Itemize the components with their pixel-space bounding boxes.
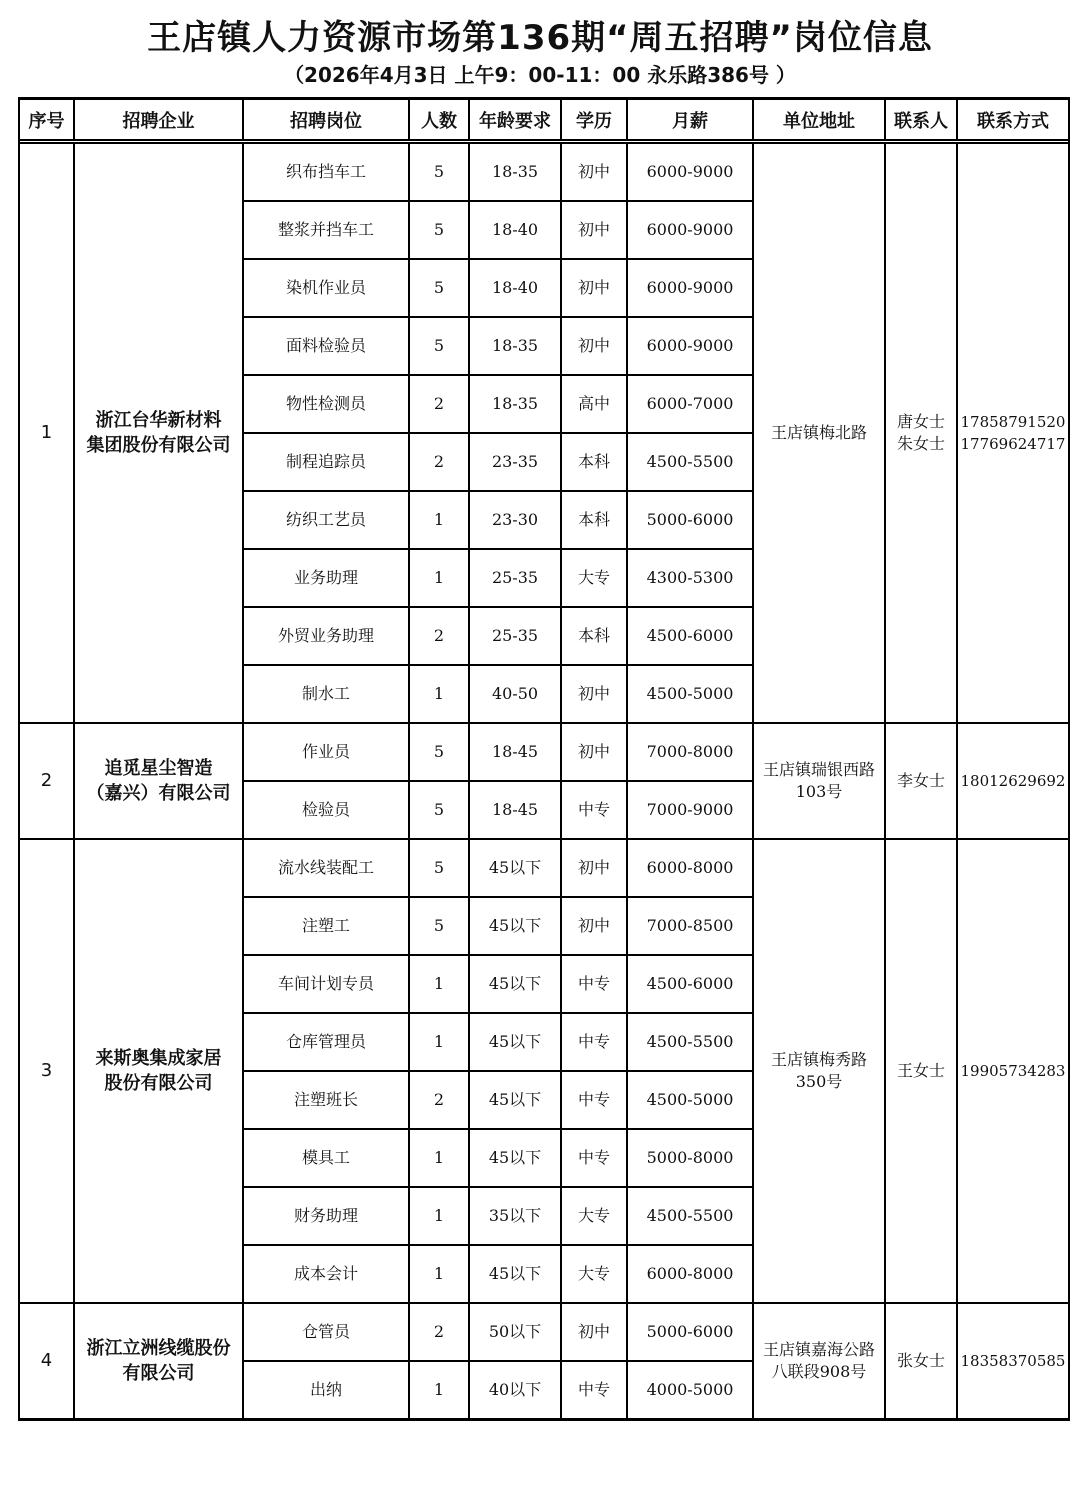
company-name-line: 追觅星尘智造	[104, 758, 213, 779]
salary-cell: 7000-8500	[627, 897, 753, 955]
salary-cell: 6000-9000	[627, 259, 753, 317]
age-cell: 18-45	[469, 781, 561, 839]
job-title-cell: 注塑工	[243, 897, 409, 955]
address-cell	[753, 143, 885, 723]
job-title-cell: 染机作业员	[243, 259, 409, 317]
age-cell: 45以下	[469, 1245, 561, 1303]
page-subtitle: （2026年4月3日 上午9：00-11：00 永乐路386号 ）	[284, 63, 796, 87]
job-title-cell: 织布挡车工	[243, 143, 409, 201]
age-cell: 45以下	[469, 1129, 561, 1187]
education-cell: 初中	[561, 317, 627, 375]
column-header: 招聘企业	[74, 99, 243, 141]
headcount-cell: 1	[409, 1187, 469, 1245]
phone-cell	[957, 143, 1069, 723]
job-title-cell: 检验员	[243, 781, 409, 839]
age-cell: 45以下	[469, 839, 561, 897]
headcount-cell: 5	[409, 723, 469, 781]
address-line: 350号	[795, 1072, 843, 1091]
education-cell: 初中	[561, 201, 627, 259]
salary-cell: 4500-5500	[627, 433, 753, 491]
salary-cell: 6000-9000	[627, 143, 753, 201]
column-header: 联系人	[885, 99, 957, 141]
headcount-cell: 5	[409, 781, 469, 839]
headcount-cell: 5	[409, 201, 469, 259]
job-title-cell: 出纳	[243, 1361, 409, 1420]
job-title-cell: 注塑班长	[243, 1071, 409, 1129]
column-header: 年龄要求	[469, 99, 561, 141]
job-title-cell: 仓管员	[243, 1303, 409, 1361]
address-cell	[753, 723, 885, 839]
education-cell: 大专	[561, 549, 627, 607]
company-name-line: 浙江立洲线缆股份	[86, 1338, 231, 1359]
headcount-cell: 1	[409, 1013, 469, 1071]
age-cell: 45以下	[469, 1071, 561, 1129]
company-cell	[74, 723, 243, 839]
contact-cell	[885, 839, 957, 1303]
age-cell: 18-35	[469, 143, 561, 201]
company-name-line: 来斯奥集成家居	[95, 1048, 222, 1069]
job-title-cell: 制程追踪员	[243, 433, 409, 491]
salary-cell: 4500-6000	[627, 607, 753, 665]
headcount-cell: 1	[409, 491, 469, 549]
headcount-cell: 1	[409, 955, 469, 1013]
column-header: 单位地址	[753, 99, 885, 141]
education-cell: 初中	[561, 723, 627, 781]
table-header-row	[19, 99, 1069, 141]
age-cell: 25-35	[469, 549, 561, 607]
age-cell: 35以下	[469, 1187, 561, 1245]
table-row	[19, 1303, 1069, 1361]
job-title-cell: 作业员	[243, 723, 409, 781]
salary-cell: 6000-9000	[627, 201, 753, 259]
seq-cell: 2	[19, 723, 74, 839]
address-line: 王店镇嘉海公路	[762, 1340, 875, 1359]
age-cell: 18-45	[469, 723, 561, 781]
job-title-cell: 物性检测员	[243, 375, 409, 433]
job-title-cell: 仓库管理员	[243, 1013, 409, 1071]
education-cell: 中专	[561, 1129, 627, 1187]
phone-line: 19905734283	[960, 1062, 1066, 1080]
job-title-cell: 外贸业务助理	[243, 607, 409, 665]
headcount-cell: 5	[409, 143, 469, 201]
education-cell: 中专	[561, 1361, 627, 1420]
contact-line: 朱女士	[896, 434, 945, 453]
company-cell	[74, 1303, 243, 1420]
salary-cell: 4300-5300	[627, 549, 753, 607]
education-cell: 初中	[561, 839, 627, 897]
column-header: 招聘岗位	[243, 99, 409, 141]
job-title-cell: 财务助理	[243, 1187, 409, 1245]
phone-cell	[957, 723, 1069, 839]
seq-cell: 3	[19, 839, 74, 1303]
phone-line: 18358370585	[960, 1352, 1066, 1370]
contact-cell	[885, 1303, 957, 1420]
company-cell	[74, 143, 243, 723]
company-name-line: 有限公司	[122, 1363, 195, 1384]
education-cell: 本科	[561, 433, 627, 491]
age-cell: 45以下	[469, 955, 561, 1013]
company-name-line: 浙江台华新材料	[95, 410, 222, 431]
education-cell: 本科	[561, 491, 627, 549]
age-cell: 18-40	[469, 201, 561, 259]
address-cell	[753, 1303, 885, 1420]
address-cell	[753, 839, 885, 1303]
job-table-body	[19, 143, 1069, 1420]
table-row	[19, 143, 1069, 201]
salary-cell: 5000-6000	[627, 1303, 753, 1361]
age-cell: 40以下	[469, 1361, 561, 1420]
headcount-cell: 5	[409, 839, 469, 897]
phone-cell	[957, 1303, 1069, 1420]
job-title-cell: 面料检验员	[243, 317, 409, 375]
headcount-cell: 1	[409, 549, 469, 607]
seq-cell: 1	[19, 143, 74, 723]
company-name-line: 股份有限公司	[104, 1073, 213, 1094]
contact-line: 王女士	[896, 1061, 945, 1080]
age-cell: 50以下	[469, 1303, 561, 1361]
job-title-cell: 车间计划专员	[243, 955, 409, 1013]
salary-cell: 6000-7000	[627, 375, 753, 433]
contact-line: 唐女士	[896, 412, 945, 431]
job-table	[18, 97, 1070, 1421]
headcount-cell: 5	[409, 317, 469, 375]
company-name-line: 集团股份有限公司	[86, 435, 231, 456]
column-header: 月薪	[627, 99, 753, 141]
column-header: 序号	[19, 99, 74, 141]
headcount-cell: 2	[409, 375, 469, 433]
education-cell: 中专	[561, 781, 627, 839]
education-cell: 初中	[561, 143, 627, 201]
headcount-cell: 1	[409, 665, 469, 723]
company-name-line: （嘉兴）有限公司	[86, 783, 231, 804]
address-line: 103号	[795, 782, 843, 801]
contact-cell	[885, 143, 957, 723]
salary-cell: 4500-5500	[627, 1187, 753, 1245]
headcount-cell: 2	[409, 433, 469, 491]
column-header: 联系方式	[957, 99, 1069, 141]
salary-cell: 7000-9000	[627, 781, 753, 839]
headcount-cell: 2	[409, 1071, 469, 1129]
job-title-cell: 流水线装配工	[243, 839, 409, 897]
salary-cell: 5000-8000	[627, 1129, 753, 1187]
education-cell: 高中	[561, 375, 627, 433]
salary-cell: 4500-5000	[627, 665, 753, 723]
education-cell: 初中	[561, 259, 627, 317]
headcount-cell: 1	[409, 1361, 469, 1420]
age-cell: 18-35	[469, 375, 561, 433]
contact-line: 张女士	[896, 1351, 945, 1370]
address-line: 八联段908号	[771, 1362, 867, 1381]
age-cell: 45以下	[469, 897, 561, 955]
headcount-cell: 1	[409, 1245, 469, 1303]
salary-cell: 6000-9000	[627, 317, 753, 375]
education-cell: 大专	[561, 1245, 627, 1303]
salary-cell: 5000-6000	[627, 491, 753, 549]
age-cell: 23-35	[469, 433, 561, 491]
education-cell: 初中	[561, 1303, 627, 1361]
education-cell: 初中	[561, 897, 627, 955]
education-cell: 中专	[561, 1013, 627, 1071]
age-cell: 18-40	[469, 259, 561, 317]
salary-cell: 4000-5000	[627, 1361, 753, 1420]
age-cell: 45以下	[469, 1013, 561, 1071]
table-row	[19, 723, 1069, 781]
job-title-cell: 成本会计	[243, 1245, 409, 1303]
education-cell: 本科	[561, 607, 627, 665]
phone-cell	[957, 839, 1069, 1303]
address-line: 王店镇梅秀路	[770, 1050, 867, 1069]
company-cell	[74, 839, 243, 1303]
education-cell: 中专	[561, 1071, 627, 1129]
job-title-cell: 业务助理	[243, 549, 409, 607]
job-title-cell: 制水工	[243, 665, 409, 723]
headcount-cell: 5	[409, 897, 469, 955]
column-header: 人数	[409, 99, 469, 141]
contact-line: 李女士	[896, 771, 945, 790]
salary-cell: 4500-6000	[627, 955, 753, 1013]
address-line: 王店镇梅北路	[770, 423, 867, 442]
page-title: 王店镇人力资源市场第136期“周五招聘”岗位信息	[147, 18, 933, 58]
table-row	[19, 839, 1069, 897]
salary-cell: 6000-8000	[627, 839, 753, 897]
job-title-cell: 整浆并挡车工	[243, 201, 409, 259]
phone-line: 18012629692	[960, 772, 1066, 790]
salary-cell: 6000-8000	[627, 1245, 753, 1303]
phone-line: 17858791520	[960, 413, 1066, 431]
education-cell: 大专	[561, 1187, 627, 1245]
age-cell: 40-50	[469, 665, 561, 723]
salary-cell: 7000-8000	[627, 723, 753, 781]
salary-cell: 4500-5500	[627, 1013, 753, 1071]
headcount-cell: 5	[409, 259, 469, 317]
age-cell: 25-35	[469, 607, 561, 665]
headcount-cell: 2	[409, 607, 469, 665]
age-cell: 23-30	[469, 491, 561, 549]
contact-cell	[885, 723, 957, 839]
phone-line: 17769624717	[960, 435, 1066, 453]
job-title-cell: 纺织工艺员	[243, 491, 409, 549]
salary-cell: 4500-5000	[627, 1071, 753, 1129]
address-line: 王店镇瑞银西路	[762, 760, 875, 779]
education-cell: 初中	[561, 665, 627, 723]
seq-cell: 4	[19, 1303, 74, 1420]
age-cell: 18-35	[469, 317, 561, 375]
column-header: 学历	[561, 99, 627, 141]
education-cell: 中专	[561, 955, 627, 1013]
headcount-cell: 2	[409, 1303, 469, 1361]
headcount-cell: 1	[409, 1129, 469, 1187]
job-title-cell: 模具工	[243, 1129, 409, 1187]
